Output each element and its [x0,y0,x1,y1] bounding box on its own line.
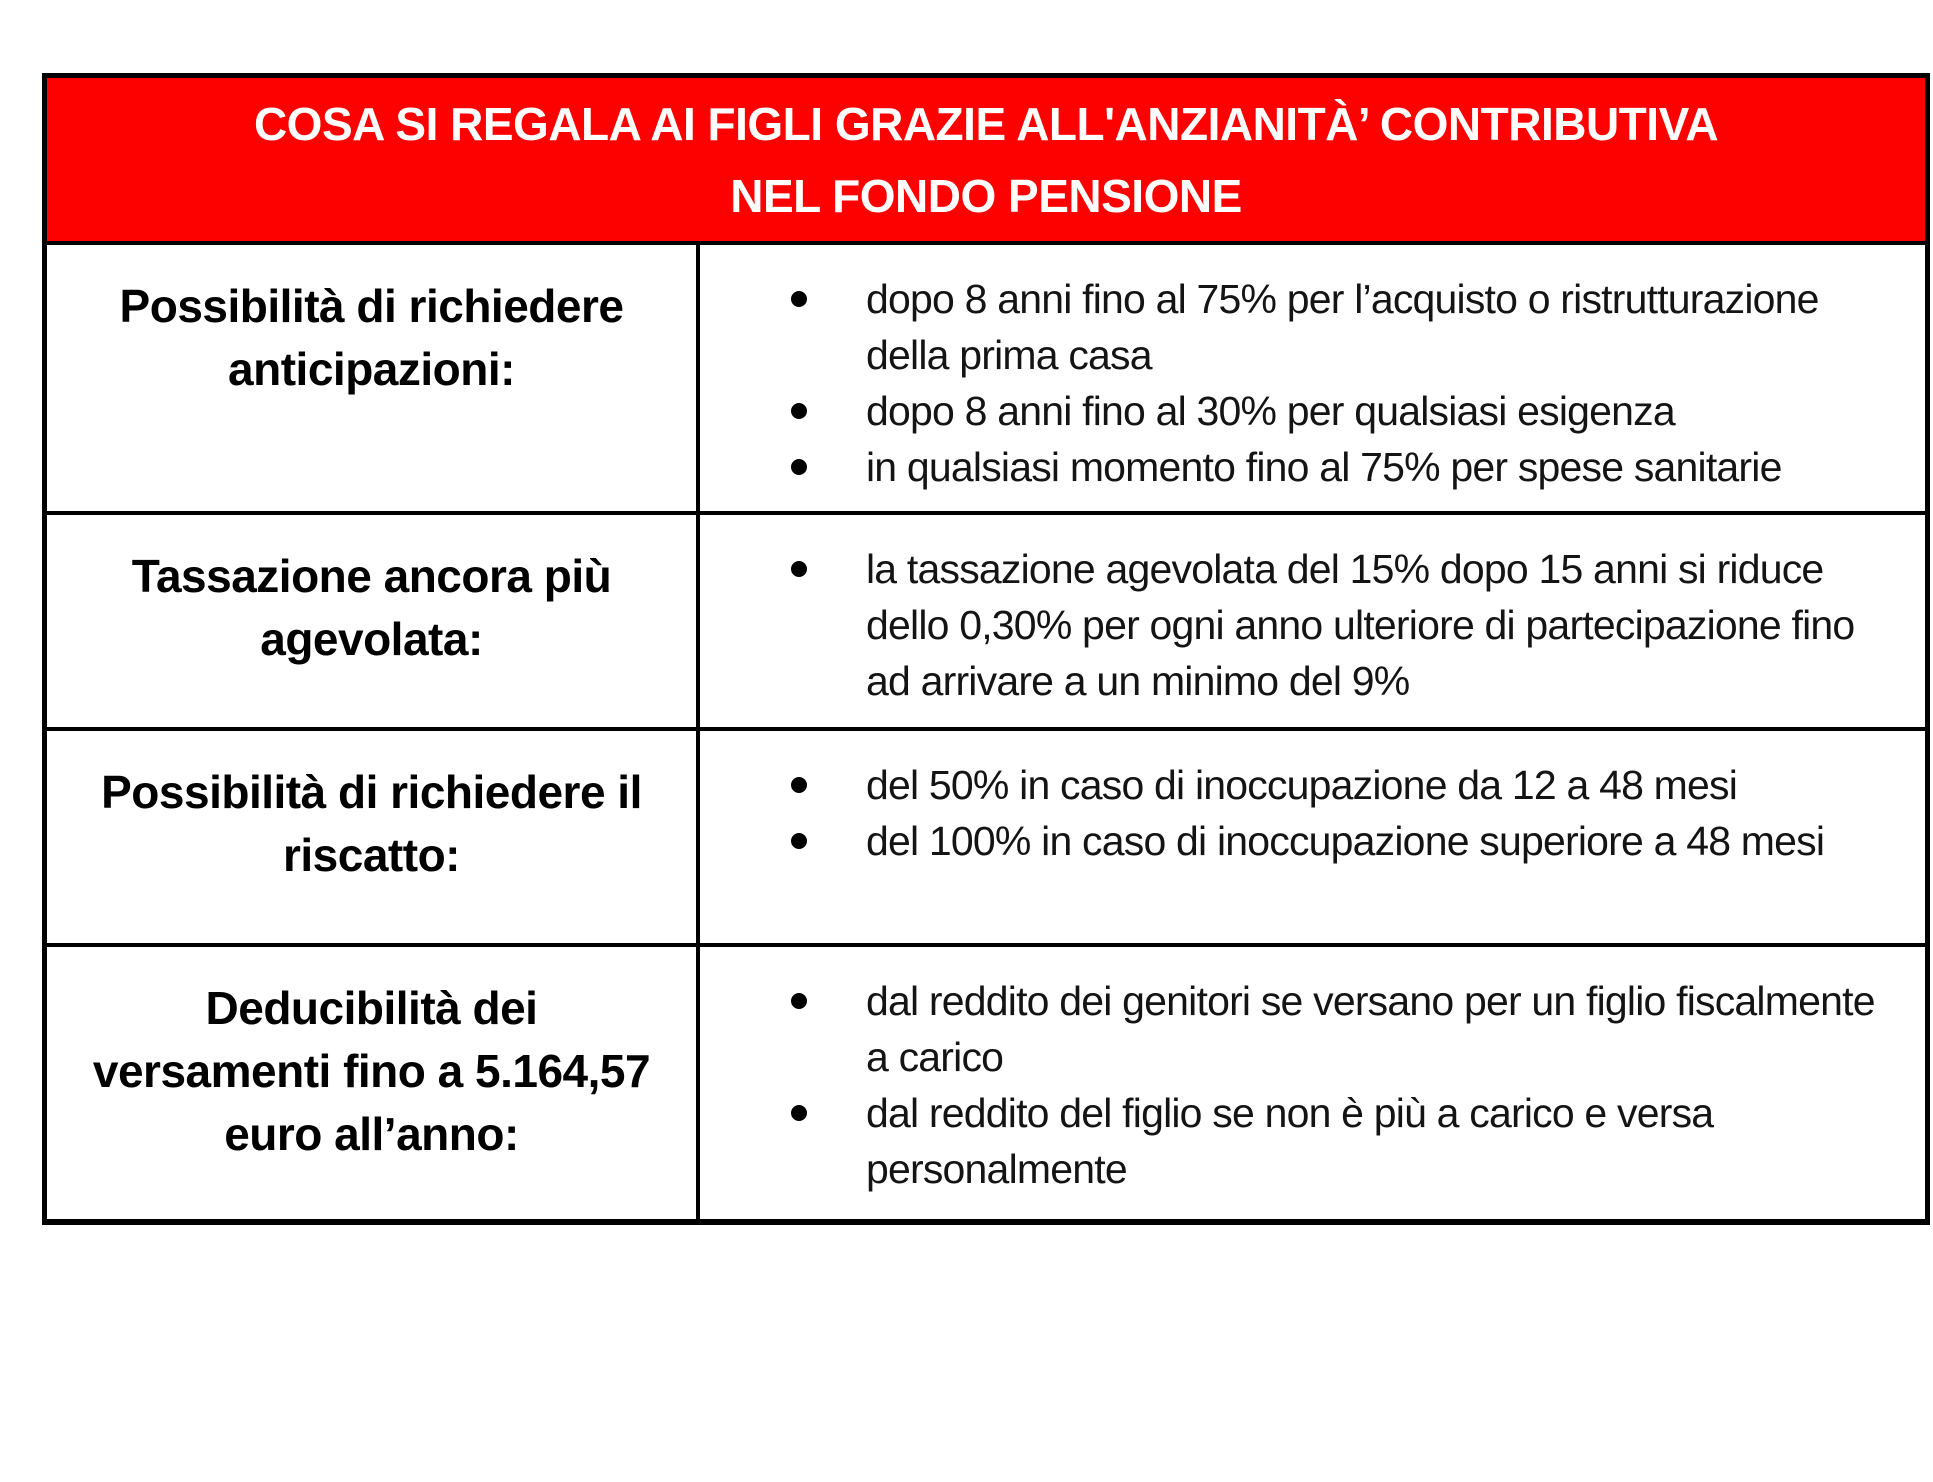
bullet-item: in qualsiasi momento fino al 75% per spese sanitarie [866,439,1889,495]
row-label-line: Tassazione ancora più [131,550,612,602]
bullet-list [700,271,1889,495]
row-label-line: anticipazioni: [228,343,515,395]
row-deducibilita [47,943,1925,1219]
row-content-cell [700,731,1925,943]
row-content-cell [700,515,1925,727]
row-content-cell [700,245,1925,511]
bullet-item: del 100% in caso di inoccupazione superiore a 48 mesi [866,813,1889,869]
header-title-line-2: NEL FONDO PENSIONE [730,169,1242,222]
bullet-item: del 50% in caso di inoccupazione da 12 a 48 mesi [866,757,1889,813]
row-label-cell [47,731,700,943]
row-label-line: Possibilità di richiedere [119,280,624,332]
table-header [47,78,1925,241]
row-label-line: euro all’anno: [224,1108,519,1160]
header-title-line-1: COSA SI REGALA AI FIGLI GRAZIE ALL'ANZIANITÀ’ CONTRIBUTIVA [253,97,1719,150]
bullet-list [700,541,1889,709]
bullet-item: dopo 8 anni fino al 75% per l’acquisto o ristrutturazione della prima casa [866,271,1889,383]
row-label-line: agevolata: [260,613,483,665]
bullet-list [700,973,1889,1197]
row-label-cell [47,515,700,727]
bullet-item: dal reddito dei genitori se versano per un figlio fiscalmente a carico [866,973,1889,1085]
row-anticipazioni [47,241,1925,511]
row-label-cell [47,245,700,511]
row-tassazione [47,511,1925,727]
row-content-cell [700,947,1925,1219]
bullet-item: la tassazione agevolata del 15% dopo 15 anni si riduce dello 0,30% per ogni anno ulteriore di partecipazione fino ad arrivare a un minimo del 9% [866,541,1889,709]
row-label-line: Deducibilità dei [205,982,538,1034]
row-label-line: riscatto: [283,829,460,881]
row-label-line: Possibilità di richiedere il [101,766,642,818]
row-label-cell [47,947,700,1219]
benefits-table [42,73,1930,1225]
bullet-item: dal reddito del figlio se non è più a carico e versa personalmente [866,1085,1889,1197]
bullet-item: dopo 8 anni fino al 30% per qualsiasi esigenza [866,383,1889,439]
row-label-line: versamenti fino a 5.164,57 [92,1045,651,1097]
bullet-list [700,757,1889,869]
row-riscatto [47,727,1925,943]
